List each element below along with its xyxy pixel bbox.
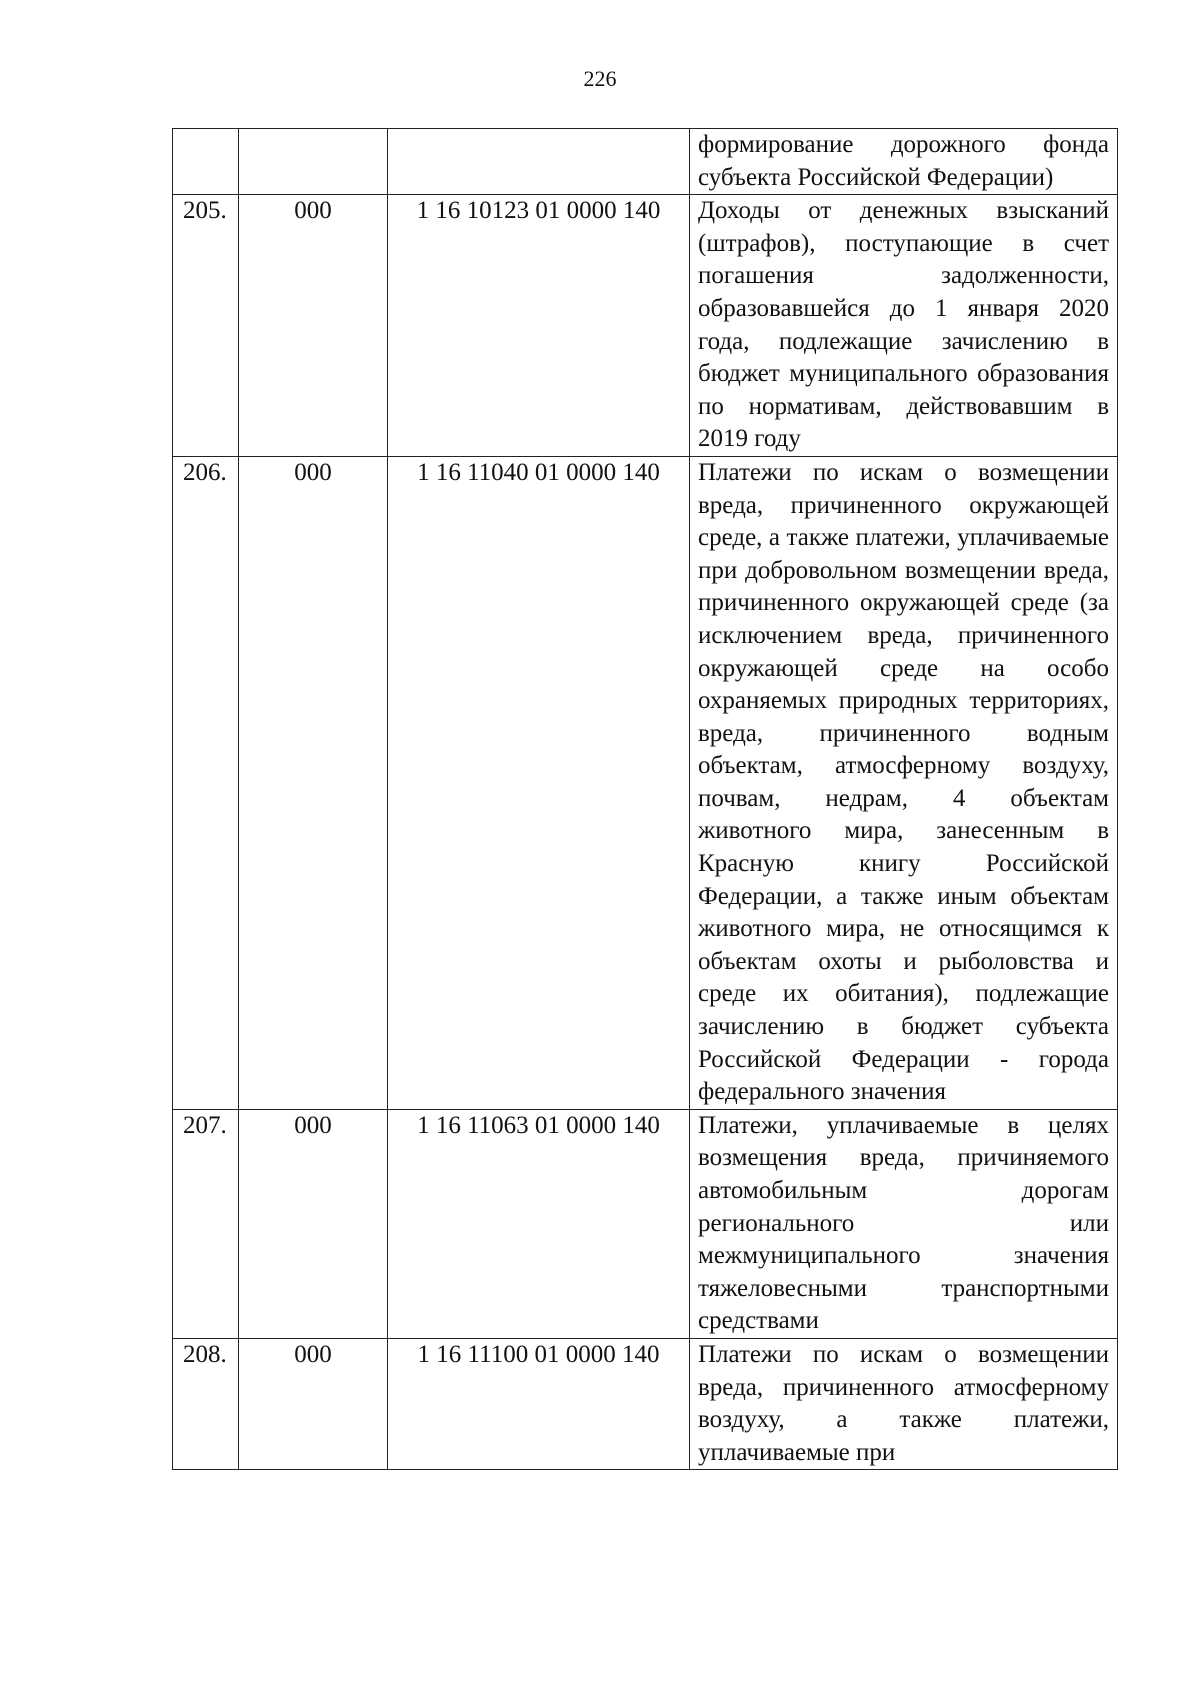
row-number: 205. <box>173 195 239 457</box>
budget-classification-code: 1 16 11063 01 0000 140 <box>388 1109 690 1338</box>
admin-code <box>239 129 388 195</box>
row-number: 206. <box>173 456 239 1109</box>
row-number: 207. <box>173 1109 239 1338</box>
table-row <box>173 1109 1118 1338</box>
page-number: 226 <box>583 66 617 91</box>
budget-classification-code: 1 16 11040 01 0000 140 <box>388 456 690 1109</box>
row-number <box>173 129 239 195</box>
admin-code: 000 <box>239 1338 388 1469</box>
table-row <box>173 1338 1118 1469</box>
revenue-description: Платежи, уплачиваемые в целях возмещения вреда, причиняемого автомобильным дорогам регионального или межмуниципального значения тяжеловесными транспортными средствами <box>690 1109 1118 1338</box>
row-number: 208. <box>173 1338 239 1469</box>
budget-classification-code: 1 16 11100 01 0000 140 <box>388 1338 690 1469</box>
revenue-description: Платежи по искам о возмещении вреда, причиненного атмосферному воздуху, а также платежи, уплачиваемые при <box>690 1338 1118 1469</box>
table-row <box>173 456 1118 1109</box>
table-row <box>173 129 1118 195</box>
table-row <box>173 195 1118 457</box>
admin-code: 000 <box>239 1109 388 1338</box>
admin-code: 000 <box>239 456 388 1109</box>
budget-classification-code <box>388 129 690 195</box>
revenue-description: Доходы от денежных взысканий (штрафов), поступающие в счет погашения задолженности, образовавшейся до 1 января 2020 года, подлежащие зачислению в бюджет муниципального образования по нормативам, действовавшим в 2019 году <box>690 195 1118 457</box>
revenue-description: Платежи по искам о возмещении вреда, причиненного окружающей среде, а также платежи, уплачиваемые при добровольном возмещении вреда, причиненного окружающей среде (за исключением вреда, причиненного окружающей среде на особо охраняемых природных территориях, вреда, причиненного водным объектам, атмосферному воздуху, почвам, недрам, 4 объектам животного мира, занесенным в Красную книгу Российской Федерации, а также иным объектам животного мира, не относящимся к объектам охоты и рыболовства и среде их обитания), подлежащие зачислению в бюджет субъекта Российской Федерации - города федерального значения <box>690 456 1118 1109</box>
budget-classification-code: 1 16 10123 01 0000 140 <box>388 195 690 457</box>
revenue-description: формирование дорожного фонда субъекта Российской Федерации) <box>690 129 1118 195</box>
admin-code: 000 <box>239 195 388 457</box>
revenue-codes-table <box>172 128 1118 1470</box>
